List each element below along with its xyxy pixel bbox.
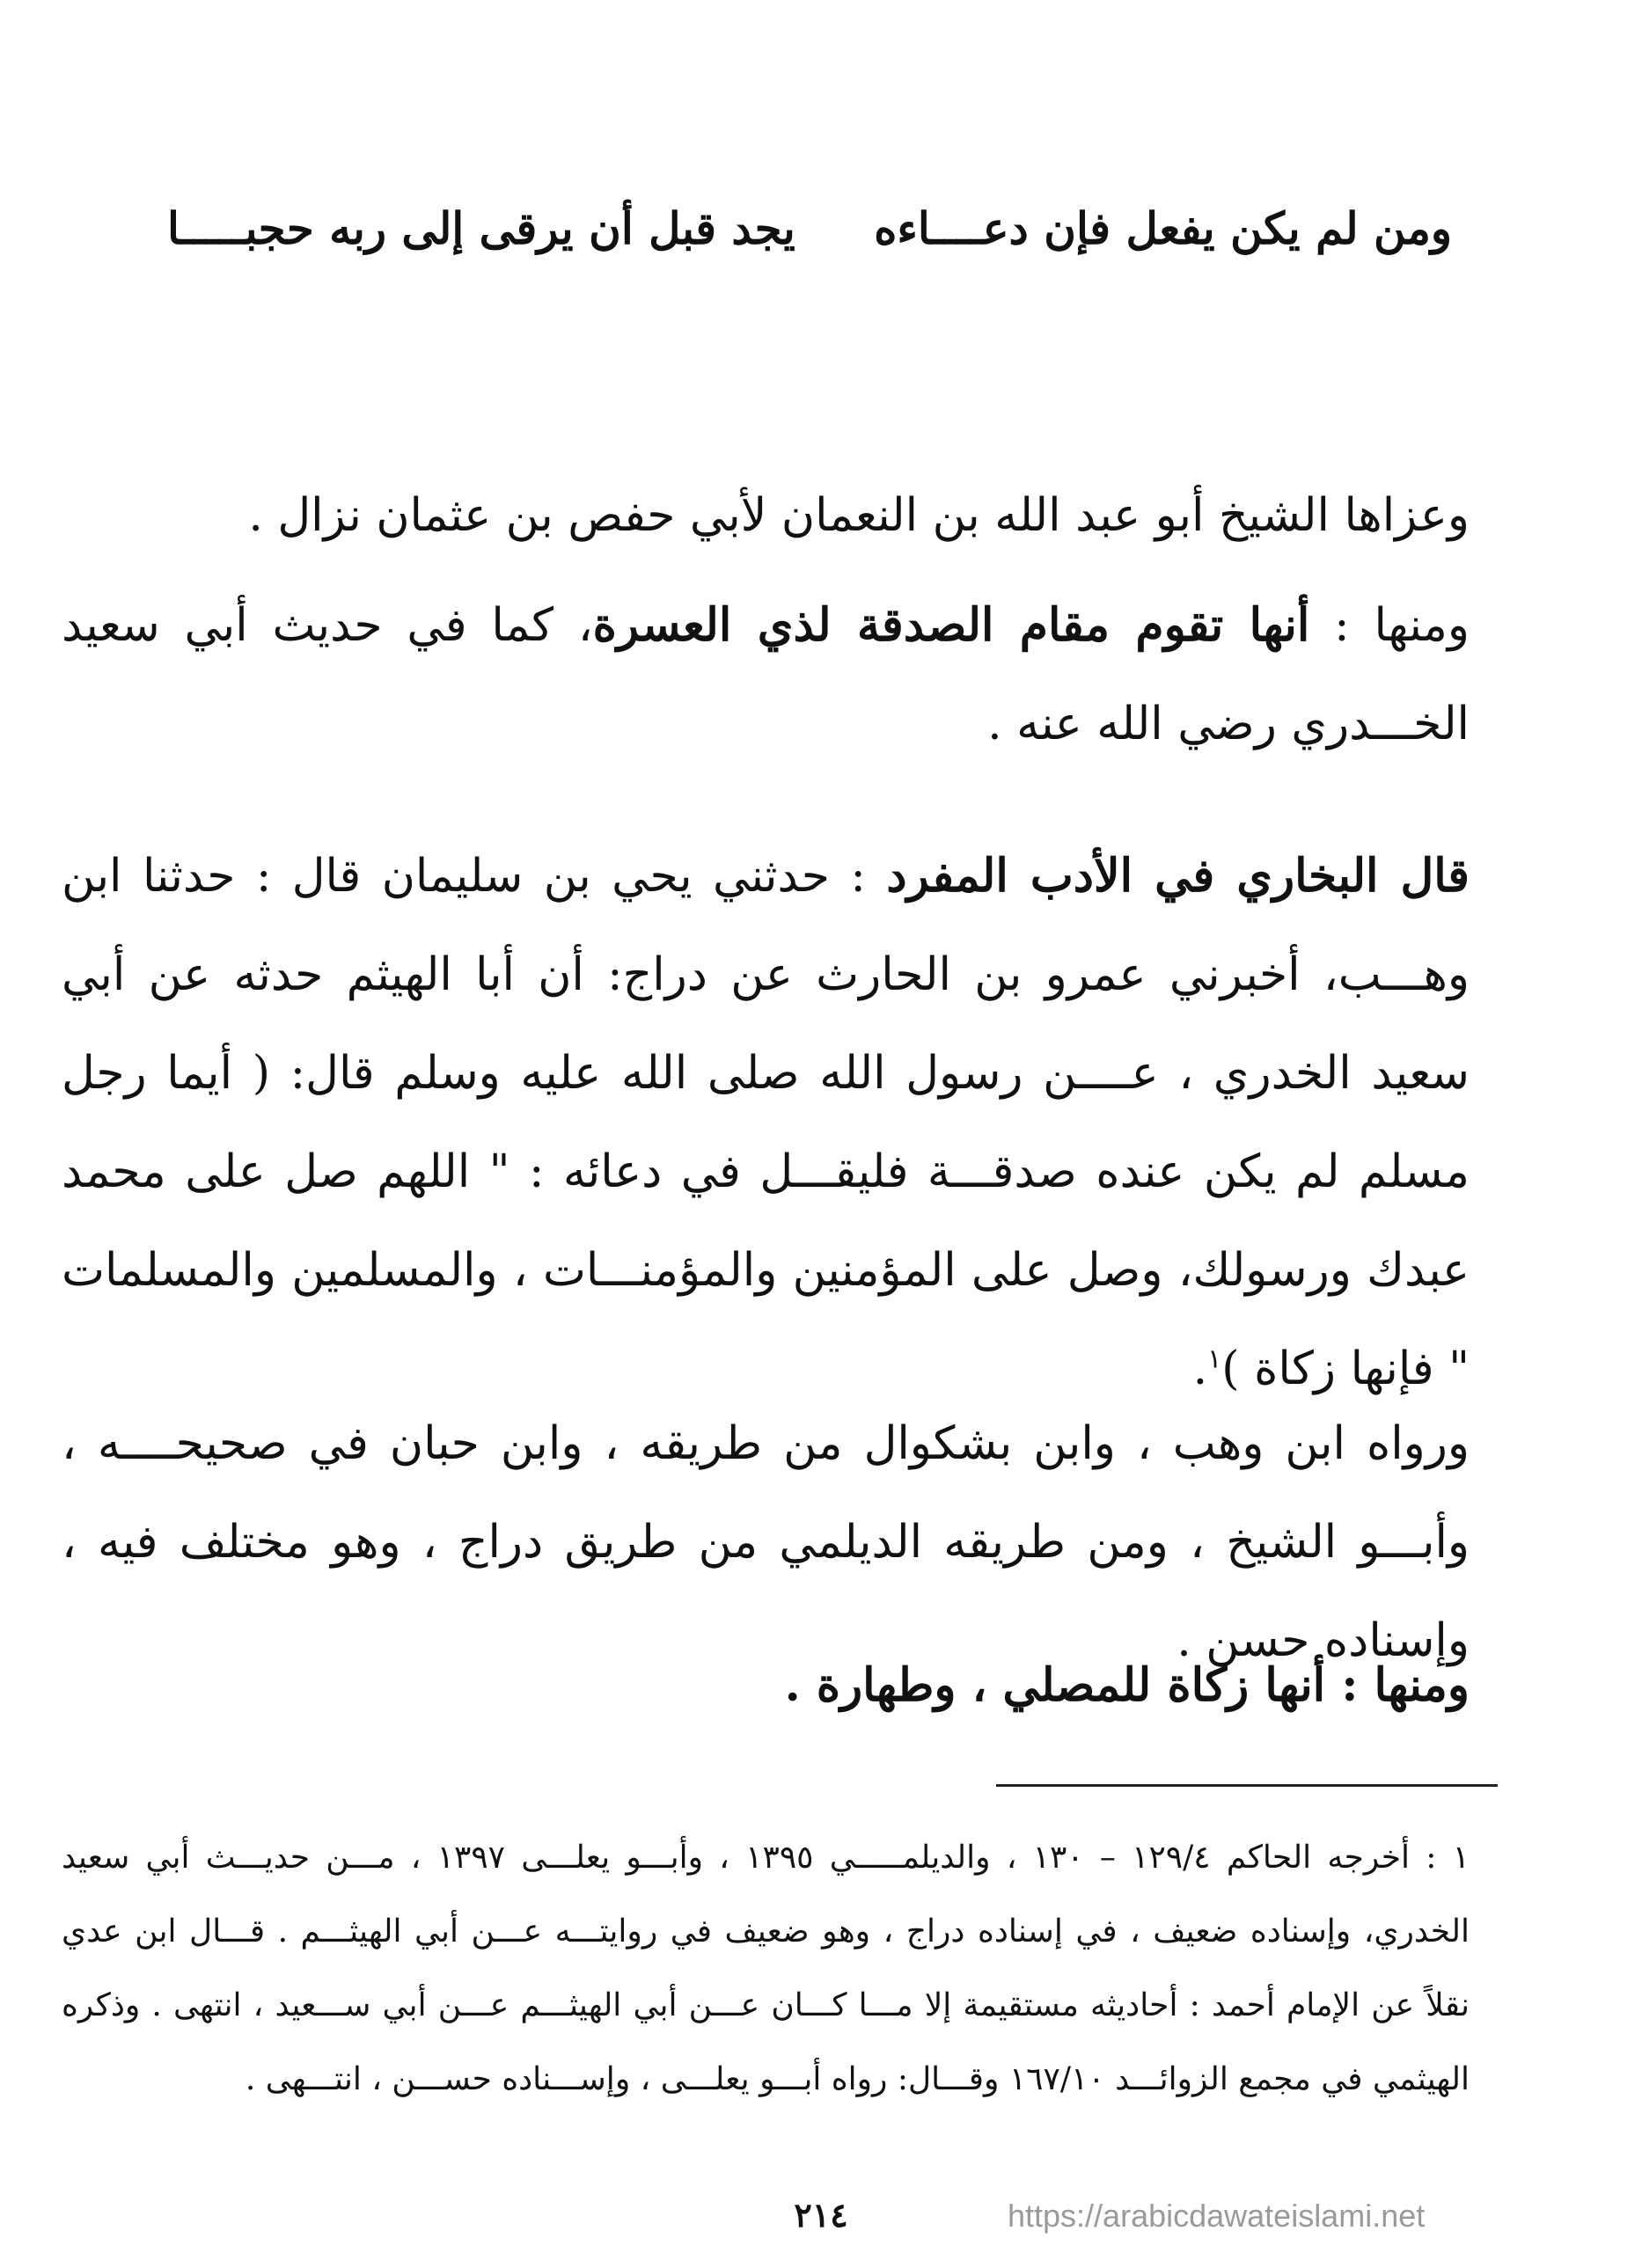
poetry-verse [167,202,1452,282]
footnote-text: ١ : أخرجه الحاكم ١٢٩/٤ – ١٣٠ ، والديلمـــــي ١٣٩٥ ، وأبـــو يعلـــى ١٣٩٧ ، مـــن حديـــث أبي سعيد الخدري، وإسناده ضعيف ، في إسناده دراج ، وهو ضعيف في روايتـــه عـــن أبي الهيثـــم . قـــال ابن عدي نقلاً عن الإمام أحمد : أحاديثه مستقيمة إلا مـــا كـــان عـــن أبي الهيثـــم عـــن أبي ســـعيد ، انتهى . وذكره الهيثمي في مجمع الزوائـــد ١٦٧/١٠ وقـــال: رواه أبـــو يعلـــى ، وإســـناده حســـن ، انتـــهى . [62,1840,1470,2097]
paragraph-heading-bold: أنها زكاة للمصلي ، وطهارة . [784,1658,1326,1712]
paragraph-lead: ومنها : [1309,599,1470,652]
paragraph-lead: ومنها : [1325,1658,1470,1712]
page-number: ٢١٤ [794,2195,848,2235]
paragraph-heading-bold: قال البخاري في الأدب المفرد [886,849,1470,903]
verse-second-hemistich: يجد قبل أن يرقى إلى ربه حجبـــــا [167,202,795,254]
verse-first-hemistich: ومن لم يكن يفعل فإن دعــــاءه [874,202,1452,254]
paragraph-zakat-purity [62,1636,1470,1735]
paragraph-text: ، كما في حديث أبي سعيد الخـــدري رضي الله عنه . [62,599,1470,750]
watermark-url: https://arabicdawateislami.net [1008,2198,1426,2234]
paragraph-text: : حدثني يحي بن سليمان قال : حدثنا ابن وهـــب، أخبرني عمرو بن الحارث عن دراج: أن أبا الهيثم حدثه عن أبي سعيد الخدري ، عــــن رسول الله صلى الله عليه وسلم قال: ( أيما رجل مسلم لم يكن عنده صدقـــة فليقـــل في دعائه : " اللهم صل على محمد عبدك ورسولك، وصل على المؤمنين والمؤمنـــات ، والمسلمين والمسلمات " فإنها زكاة ) [62,850,1470,1395]
paragraph-end: . [1192,1343,1208,1395]
footnote-reference[interactable]: ١ [1207,1343,1222,1375]
paragraph-bukhari-hadith [62,827,1470,1418]
paragraph-attribution: وعزاها الشيخ أبو عبد الله بن النعمان لأبي حفص بن عثمان نزال . [248,489,1470,542]
footnote-divider [996,1784,1498,1787]
paragraph-charity-benefit [62,576,1470,773]
paragraph-heading-bold: أنها تقوم مقام الصدقة لذي العسرة [592,598,1310,652]
paragraph-narrations: ورواه ابن وهب ، وابن بشكوال من طريقه ، وابن حبان في صحيحــــه ، وأبـــو الشيخ ، ومن طريقه الديلمي من طريق دراج ، وهو مختلف فيه ، وإسناده حسن . [62,1417,1470,1667]
